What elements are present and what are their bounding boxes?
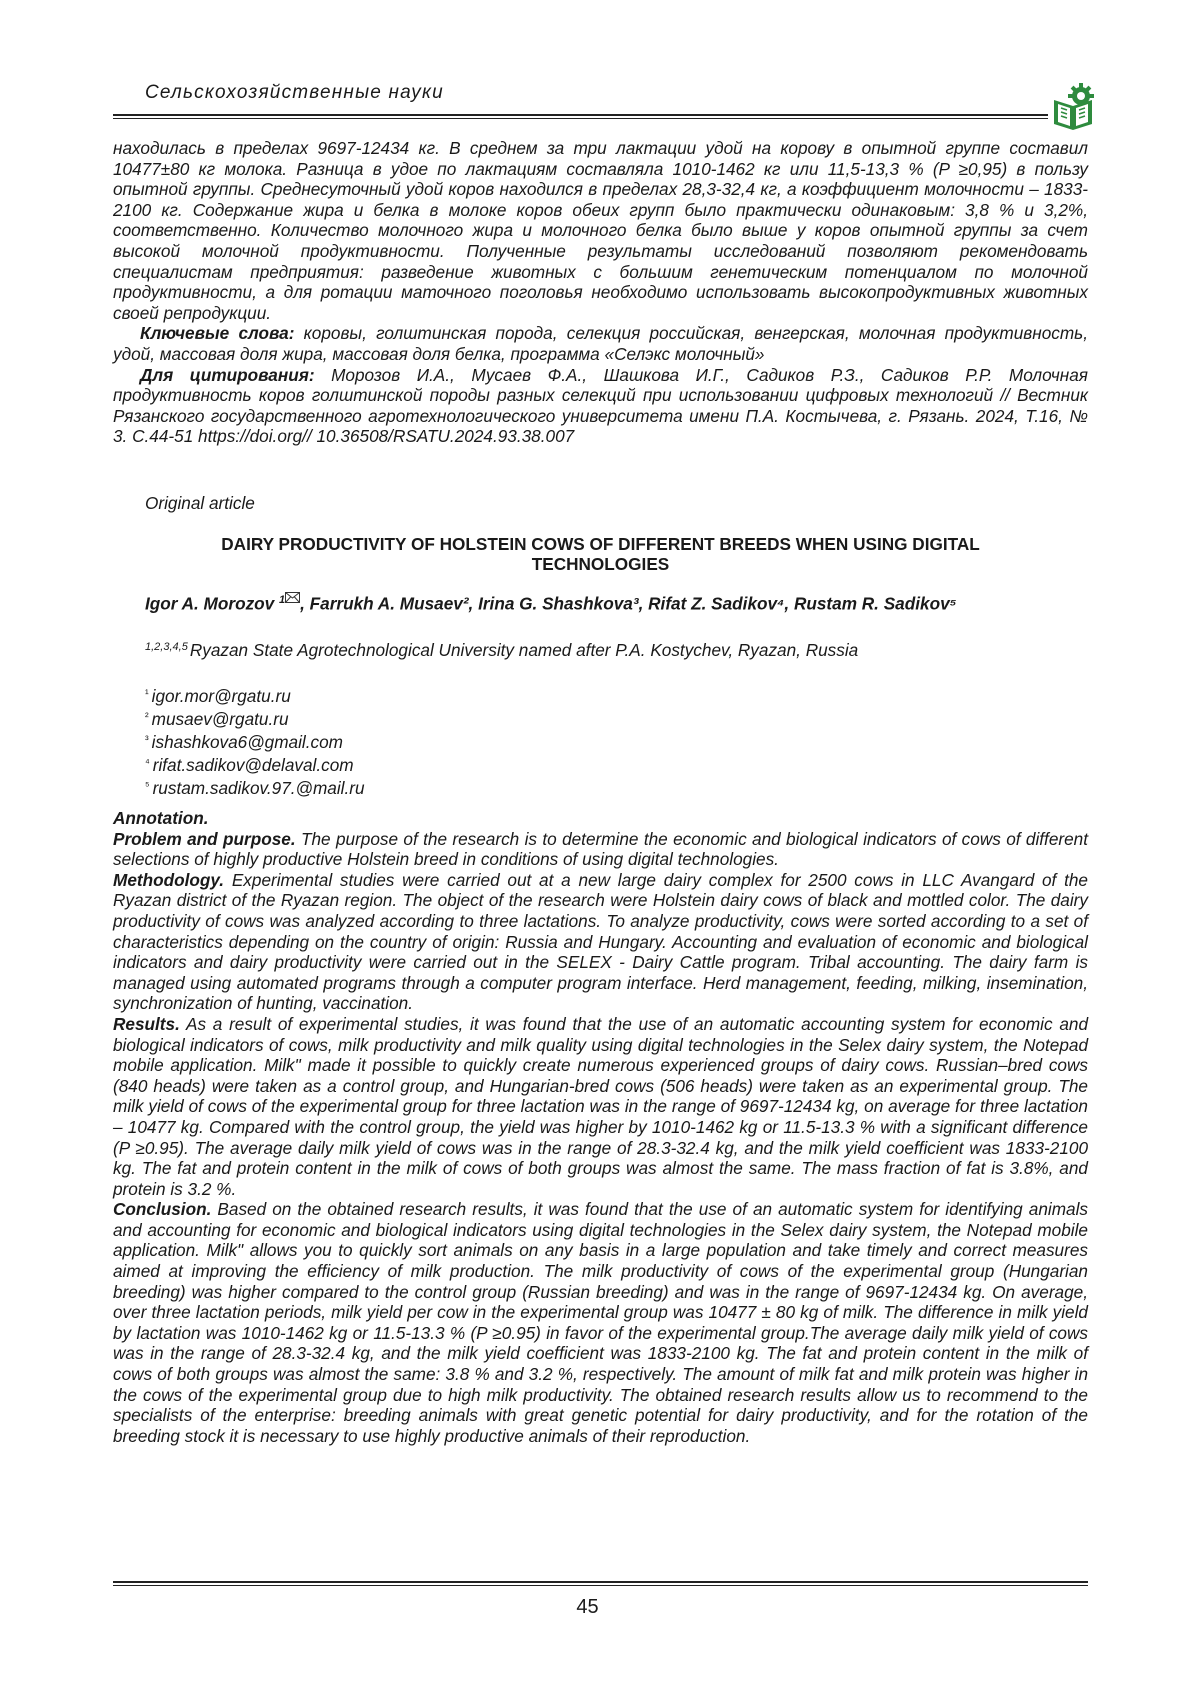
envelope-icon (285, 592, 300, 603)
results-text: As a result of experimental studies, it was found that the use of an automatic accounting system for economic and biological indicators of cows, milk productivity and milk quality using digital technologies in the Selex dairy system, the Notepad mobile application. Milk" made it possible to quickly create numerous experienced groups of dairy cows. Russian–bred cows (840 heads) were taken as a control group, and Hungarian-bred cows (506 heads) were taken as an experimental group. The milk yield of cows of the experimental group for three lactation was in the range of 9697-12434 kg, on average for three lactation – 10477 kg. Compared with the control group, the yield was higher by 1010-1462 kg or 11.5-13.3 % with a significant difference (P ≥0.95). The average daily milk yield of cows was in the range of 28.3-32.4 kg, and the milk yield coefficient was 1833-2100 kg. The fat and protein content in the milk of cows of both groups was almost the same. The mass fraction of fat is 3.8%, and protein is 3.2 %. (113, 1013, 1088, 1199)
author-4: , Rifat Z. Sadikov⁴ (638, 593, 785, 614)
email-sup: ² (145, 711, 149, 723)
author-1-sup: 1 (279, 594, 286, 606)
email-sup: ⁴ (145, 757, 150, 769)
results-paragraph (113, 1014, 1088, 1199)
journal-page (113, 0, 1088, 1697)
email-item (145, 753, 365, 776)
problem-paragraph (113, 829, 1088, 870)
citation-label: Для цитирования: (140, 364, 315, 385)
methodology-paragraph (113, 870, 1088, 1014)
email-item (145, 730, 365, 753)
header-title: Сельскохозяйственные науки (145, 82, 444, 103)
problem-text: The purpose of the research is to determine the economic and biological indicators of cows of different selections of highly productive Holstein breed in conditions of using digital technologies. (113, 828, 1088, 870)
citation-paragraph (113, 365, 1088, 447)
email-link[interactable]: rifat.sadikov@delaval.com (152, 755, 354, 775)
header-rule (113, 114, 1048, 119)
author-3: , Irina G. Shashkova³ (468, 593, 639, 614)
article-title: DAIRY PRODUCTIVITY OF HOLSTEIN COWS OF DIFFERENT BREEDS WHEN USING DIGITAL TECHNOLOGIES (221, 534, 980, 574)
page-number: 45 (576, 1596, 599, 1618)
email-link[interactable]: rustam.sadikov.97.@mail.ru (152, 778, 365, 798)
footer-rule (113, 1581, 1088, 1586)
russian-abstract (113, 138, 1088, 447)
methodology-label: Methodology. (113, 869, 225, 890)
email-link[interactable]: ishashkova6@gmail.com (151, 732, 343, 752)
affiliation-text: Ryazan State Agrotechnological University named after P.A. Kostychev, Ryazan, Russia (189, 640, 859, 660)
keywords-paragraph (113, 323, 1088, 364)
email-link[interactable]: igor.mor@rgatu.ru (151, 686, 291, 706)
author-1: Igor A. Morozov (145, 593, 279, 614)
email-item (145, 776, 365, 799)
email-item (145, 707, 365, 730)
running-header (113, 78, 1088, 118)
email-list (145, 684, 365, 799)
author-list (145, 592, 1088, 615)
methodology-text: Experimental studies were carried out at a new large dairy complex for 2500 cows in LLC Avangard of the Ryazan district of the Ryazan region. The object of the research were Holstein dairy cows of black and mottled color. The dairy productivity of cows was analyzed according to three lactations. To analyze productivity, cows were sorted according to a set of characteristics depending on the country of origin: Russia and Hungary. Accounting and evaluation of economic and biological indicators and dairy productivity were carried out in the SELEX - Dairy Cattle program. Tribal accounting. The dairy farm is managed using automated programs through a computer program interface. Herd management, feeding, milking, insemination, synchronization of hunting, vaccination. (113, 869, 1088, 1014)
author-2: , Farrukh A. Musaev² (300, 593, 469, 614)
email-link[interactable]: musaev@rgatu.ru (151, 709, 289, 729)
email-sup: ⁵ (145, 780, 150, 792)
conclusion-paragraph (113, 1199, 1088, 1446)
article-type: Original article (145, 493, 255, 513)
citation-text: Морозов И.А., Мусаев Ф.А., Шашкова И.Г., Садиков Р.З., Садиков Р.Р. Молочная продуктивность коров голштинской породы разных селекций при использовании цифровых технологий // Вестник Рязанского государственного агротехнологического университета имени П.А. Костычева, г. Рязань. 2024, Т.16, № 3. С.44-51 https://doi.org// 10.36508/RSATU.2024.93.38.007 (113, 364, 1088, 447)
annotation-section (113, 808, 1088, 1446)
keywords-text: коровы, голштинская порода, селекция российская, венгерская, молочная продуктивность, удой, массовая доля жира, массовая доля белка, программа «Селэкс молочный» (113, 323, 1088, 364)
journal-logo-icon (1051, 82, 1095, 132)
annotation-heading: Annotation. (113, 808, 209, 828)
keywords-label: Ключевые слова: (140, 323, 295, 344)
results-label: Results. (113, 1013, 180, 1034)
problem-label: Problem and purpose. (113, 828, 296, 849)
email-sup: ¹ (145, 688, 149, 700)
conclusion-text: Based on the obtained research results, it was found that the use of an automatic system for identifying animals and accounting for economic and biological indicators using digital technologies in the Selex dairy system, the Notepad mobile application. Milk" allows you to quickly sort animals on any basis in a large population and take timely and correct measures aimed at improving the efficiency of milk production. The milk productivity of cows of the experimental group (Hungarian breeding) was higher compared to the control group (Russian breeding) and was in the range of 9697-12434 kg. On average, over three lactation periods, milk yield per cow in the experimental group was 10477 ± 80 kg of milk. The difference in milk yield by lactation was 1010-1462 kg or 11.5-13.3 % (P ≥0.95) in favor of the experimental group.The average daily milk yield of cows was in the range of 28.3-32.4 kg, and the milk yield coefficient was 1833-2100 kg. The fat and protein content in the milk of cows of both groups was almost the same: 3.8 % and 3.2 %, respectively. The amount of milk fat and milk protein was higher in the cows of the experimental group due to high milk productivity. The obtained research results allow us to recommend to the specialists of the enterprise: breeding animals with great genetic potential for dairy productivity, and for the rotation of the breeding stock it is necessary to use highly productive animals of their reproduction. (113, 1199, 1088, 1446)
author-5: , Rustam R. Sadikov⁵ (784, 593, 957, 614)
russian-abstract-text: находилась в пределах 9697-12434 кг. В среднем за три лактации удой на корову в опытной группе составил 10477±80 кг молока. Разница в удое по лактациям составляла 1010-1462 кг или 11,5-13,3 % (P ≥0,95) в пользу опытной группы. Среднесуточный удой коров находился в пределах 28,3-32,4 кг, а коэффициент молочности – 1833-2100 кг. Содержание жира и белка в молоке коров обеих групп было практически одинаковым: 3,8 % и 3,2%, соответственно. Количество молочного жира и молочного белка было выше у коров опытной группы за счет высокой молочной продуктивности. Полученные результаты исследований позволяют рекомендовать специалистам предприятия: разведение животных с большим генетическим потенциалом по молочной продуктивности, а для ротации маточного поголовья необходимо использовать высокопродуктивных животных своей репродукции. (113, 138, 1088, 323)
email-item (145, 684, 365, 707)
affiliation-sup: 1,2,3,4,5 (145, 641, 188, 653)
email-sup: ³ (145, 734, 149, 746)
conclusion-label: Conclusion. (113, 1199, 212, 1220)
affiliation (145, 640, 858, 661)
